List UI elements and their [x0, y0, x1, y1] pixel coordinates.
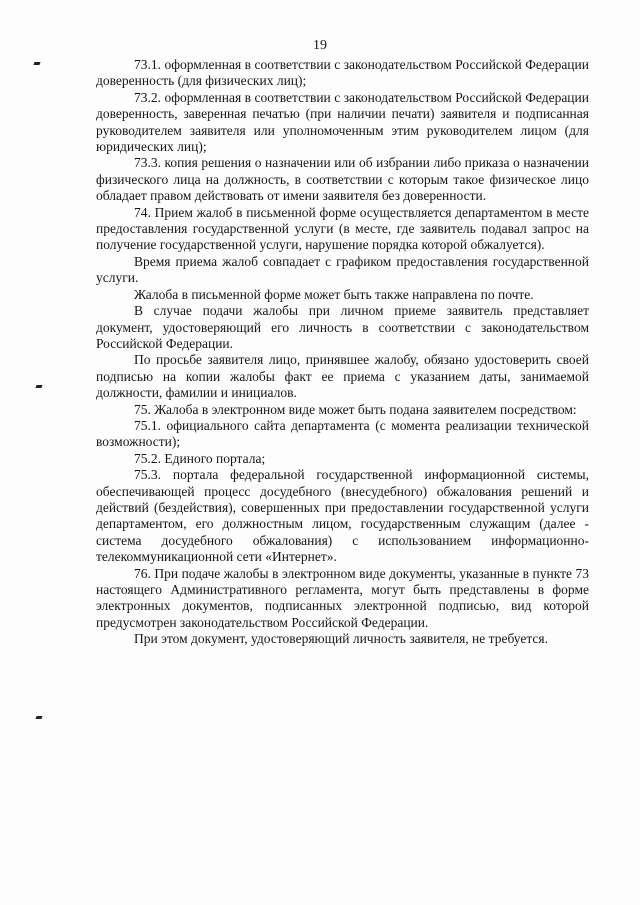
paragraph-75-3: 75.3. портала федеральной государственной информационной системы, обеспечивающей процесс досудебного (внесудебного) обжалования решений и действий (бездействия), совершенных при предоставлении государственной услуги департаментом, его должностным лицом, государственным служащим (далее - система досудебного обжалования) с использованием информационно-телекоммуникационной сети «Интернет».	[96, 467, 589, 565]
paragraph-74: 74. Прием жалоб в письменной форме осуществляется департаментом в месте предоставления государственной услуги (в месте, где заявитель подавал запрос на получение государственной услуги, нарушение порядка которой обжалуется).	[96, 204, 589, 253]
paragraph-75-2: 75.2. Единого портала;	[134, 450, 266, 466]
paragraph-73-3: 73.3. копия решения о назначении или об избрании либо приказа о назначении физического лица на должность, в соответствии с которым такое физическое лицо обладает правом действовать от имени заявителя без доверенности.	[96, 155, 589, 204]
paragraph-by-mail: Жалоба в письменной форме может быть также направлена по почте.	[134, 286, 534, 302]
margin-mark	[33, 62, 40, 65]
paragraph-76: 76. При подаче жалобы в электронном виде документы, указанные в пункте 73 настоящего Административного регламента, могут быть представлены в форме электронных документов, подписанных электронной подписью, вид которой предусмотрен законодательством Российской Федерации.	[96, 565, 589, 630]
paragraph-reception-time: Время приема жалоб совпадает с графиком предоставления государственной услуги.	[96, 253, 589, 286]
paragraph-75-1: 75.1. официального сайта департамента (с момента реализации технической возможности);	[96, 417, 589, 450]
page-number: 19	[313, 38, 327, 53]
paragraph-final: При этом документ, удостоверяющий личность заявителя, не требуется.	[134, 631, 549, 647]
margin-mark	[35, 385, 42, 388]
paragraph-certification: По просьбе заявителя лицо, принявшее жалобу, обязано удостоверить своей подписью на копии жалобы факт ее приема с указанием даты, занимаемой должности, фамилии и инициалов.	[96, 352, 589, 401]
paragraph-73-2: 73.2. оформленная в соответствии с законодательством Российской Федерации доверенность, заверенная печатью (при наличии печати) заявителя и подписанная руководителем заявителя или уполномоченным этим руководителем лицом (для юридических лиц);	[96, 89, 589, 155]
margin-mark	[35, 716, 42, 719]
paragraph-personal-reception: В случае подачи жалобы при личном приеме заявитель представляет документ, удостоверяющий его личность в соответствии с законодательством Российской Федерации.	[96, 303, 589, 351]
paragraph-75: 75. Жалоба в электронном виде может быть подана заявителем посредством:	[134, 401, 577, 417]
document-body	[96, 57, 589, 648]
paragraph-73-1: 73.1. оформленная в соответствии с законодательством Российской Федерации доверенность (для физических лиц);	[96, 57, 589, 89]
